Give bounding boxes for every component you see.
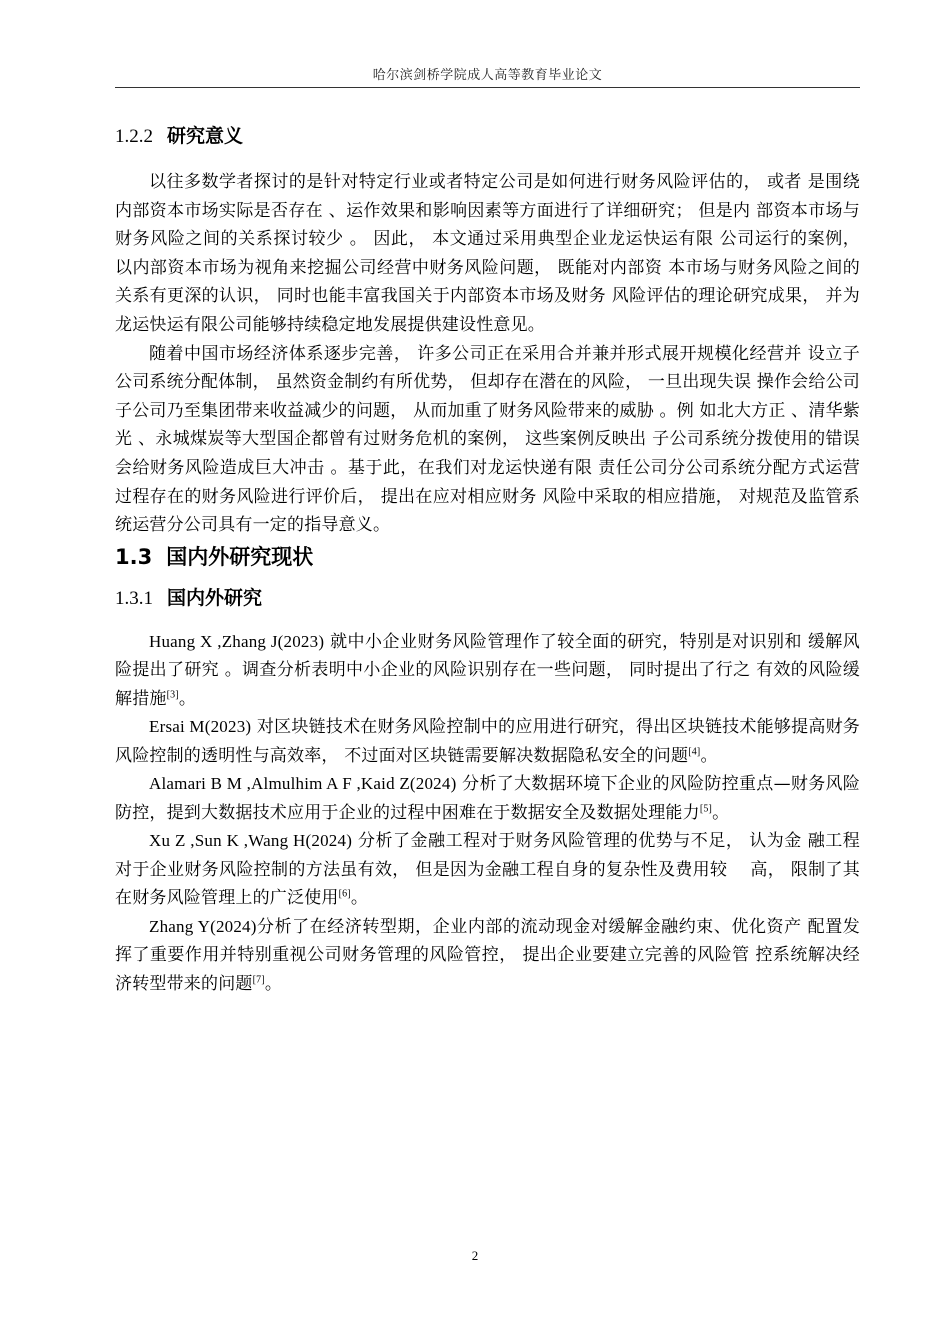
citation-marker: [7] [252, 974, 265, 986]
section-number: 1.3 [115, 544, 153, 569]
header-rule [115, 87, 860, 88]
reference-end: 。 [178, 688, 197, 709]
section-title: 国内外研究现状 [166, 544, 314, 569]
paragraph: 随着中国市场经济体系逐步完善， 许多公司正在采用合并兼并形式展开规模化经营并 设立子公司系统分配体制， 虽然资金制约有所优势， 但却存在潜在的风险， 一旦出现失误 操作会给公司子公司乃至集团带来收益减少的问题， 从而加重了财务风险带来的威胁 。例 如北大方正 、清华紫光 、永城煤炭等大型国企都曾有过财务危机的案例， 这些案例反映出 子公司系统分拨使用的错误会给财务风险造成巨大冲击 。基于此，在我们对龙运快递有限 责任公司分公司系统分配方式运营过程存在的财务风险进行评价后， 提出在应对相应财务 风险中采取的相应措施， 对规范及监管系统运营分公司具有一定的指导意义。 [115, 343, 860, 536]
reference-authors: Alamari B M ,Almulhim A F ,Kaid Z(2024) [149, 774, 457, 794]
reference-paragraph [115, 713, 860, 770]
reference-authors: Zhang Y(2024) [149, 916, 257, 936]
reference-text: 分析了在经济转型期，企业内部的流动现金对缓解金融约束、优化资产 配置发挥了重要作用并特别重视公司财务管理的风险管控， 提出企业要建立完善的风险管 控系统解决经济转型带来的问题 [115, 916, 861, 994]
reference-paragraph [115, 827, 860, 913]
reference-authors: Ersai M(2023) [149, 717, 252, 737]
reference-end: 。 [350, 888, 369, 909]
citation-marker: [6] [338, 888, 351, 900]
section-title: 国内外研究 [167, 586, 263, 609]
section-number: 1.2.2 [115, 126, 153, 147]
reference-text: 分析了金融工程对于财务风险管理的优势与不足， 认为金 融工程对于企业财务风险控制的方法虽有效， 但是因为金融工程自身的复杂性及费用较 高， 限制了其在财务风险管理上的广泛使用 [115, 831, 860, 909]
reference-end: 。 [264, 973, 283, 994]
section-number: 1.3.1 [115, 587, 153, 609]
page-body [115, 118, 860, 998]
citation-marker: [4] [688, 746, 701, 758]
reference-paragraph [115, 913, 860, 999]
running-header: 哈尔滨剑桥学院成人高等教育毕业论文 [372, 68, 603, 83]
citation-marker: [5] [699, 803, 713, 815]
reference-authors: Xu Z ,Sun K ,Wang H(2024) [149, 831, 353, 851]
reference-end: 。 [700, 745, 718, 766]
section-heading-1-3 [115, 540, 860, 574]
reference-paragraph [115, 770, 860, 827]
reference-paragraph [115, 628, 860, 714]
section-heading-1-2-2 [115, 118, 860, 154]
page-number: 2 [471, 1248, 479, 1263]
reference-text: 就中小企业财务风险管理作了较全面的研究，特别是对识别和 缓解风险提出了研究 。调查分析表明中小企业的风险识别存在一些问题， 同时提出了行之 有效的风险缓解措施 [115, 631, 860, 709]
reference-text: 对区块链技术在财务风险控制中的应用进行研究，得出区块链技术能够提高财务风险控制的透明性与高效率， 不过面对区块链需要解决数据隐私安全的问题 [115, 717, 861, 766]
reference-end: 。 [712, 802, 730, 823]
reference-authors: Huang X ,Zhang J(2023) [149, 631, 325, 651]
paragraph: 以往多数学者探讨的是针对特定行业或者特定公司是如何进行财务风险评估的， 或者 是围绕内部资本市场实际是否存在 、运作效果和影响因素等方面进行了详细研究； 但是内 部资本市场与财务风险之间的关系探讨较少 。 因此， 本文通过采用典型企业龙运快运有限 公司运行的案例， 以内部资本市场为视角来挖掘公司经营中财务风险问题， 既能对内部资 本市场与财务风险之间的关系有更深的认识， 同时也能丰富我国关于内部资本市场及财务 风险评估的理论研究成果， 并为龙运快运有限公司能够持续稳定地发展提供建设性意见。 [115, 172, 860, 335]
section-heading-1-3-1 [115, 580, 860, 616]
citation-marker: [3] [166, 689, 179, 701]
section-title: 研究意义 [167, 125, 244, 147]
reference-text: 分析了大数据环境下企业的风险防控重点—财务风险防控，提到大数据技术应用于企业的过程中困难在于数据安全及数据处理能力 [115, 774, 861, 823]
